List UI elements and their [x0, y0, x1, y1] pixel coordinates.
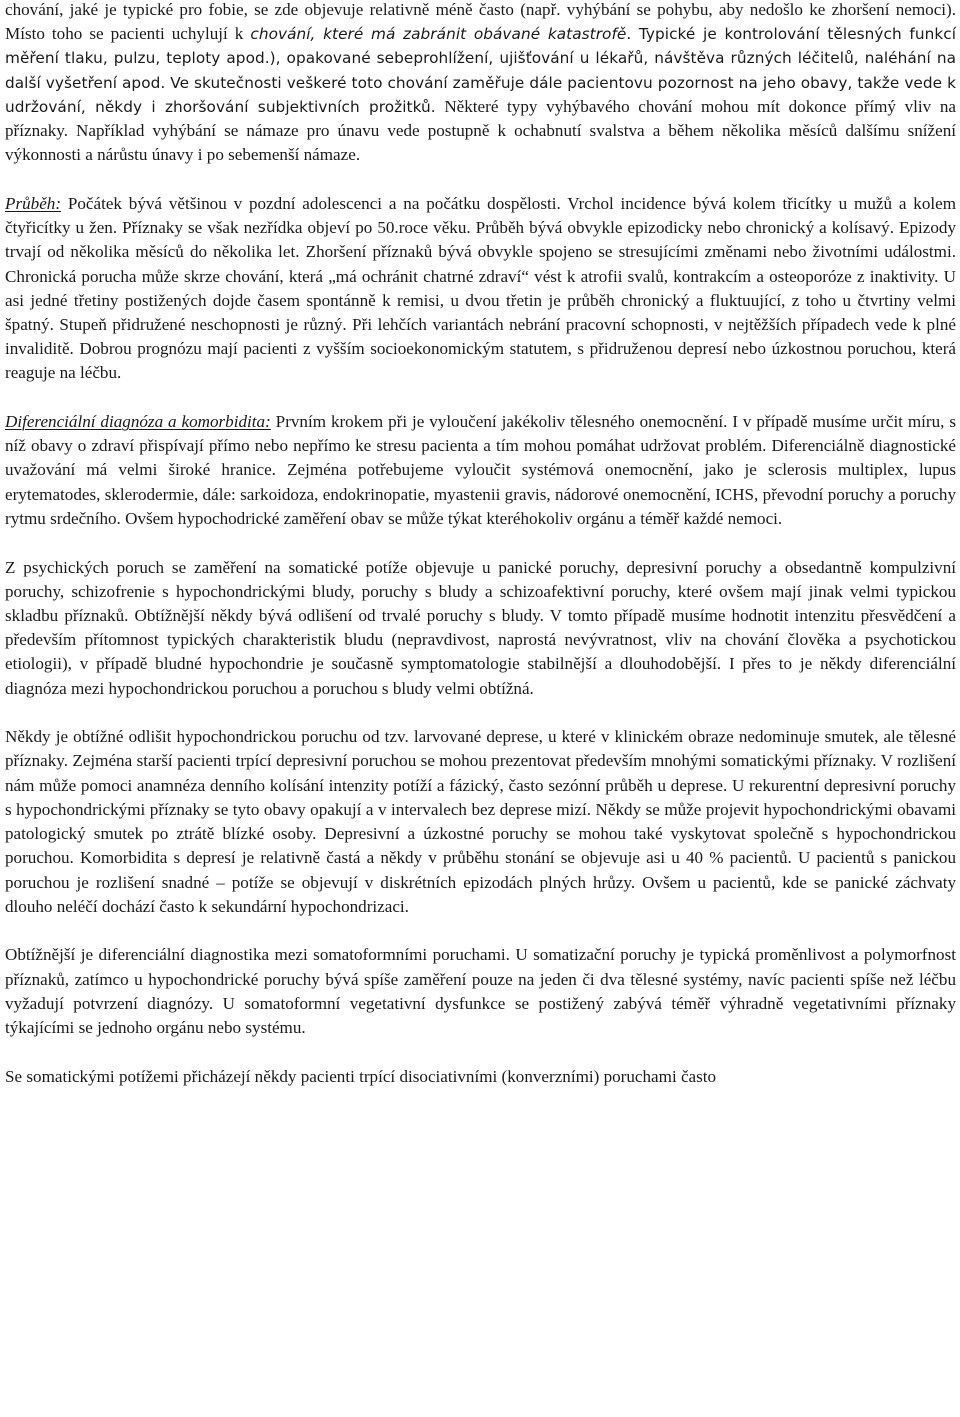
paragraph-behavior-text-1: chování, jaké je typické pro fobie, se zde objevuje relativně méně často (např. vyhýbání se pohybu, aby nedošlo ke zhoršení nemoci). Místo toho se pacienti uchylují k	[5, 0, 956, 44]
paragraph-psychic-disorders: Z psychických poruch se zaměření na somatické potíže objevuje u panické poruchy, depresivní poruchy a obsedantně kompulzivní poruchy, schizofrenie s hypochondrickými bludy, poruchy s bludy a schizoafektivní poruchy, které ovšem mají jinak velmi typickou skladbu příznaků. Obtížnější někdy bývá odlišení od trvalé poruchy s bludy. V tomto případě musíme hodnotit intenzitu přesvědčení a především přítomnost typických charakteristik bludu (nepravdivost, naprostá nevývratnost, vliv na chování člověka a psychotickou etiologii), v případě bludné hypochondrie je současně symptomatologie stabilnější a dlouhodobější. I přes to je někdy diferenciální diagnóza mezi hypochondrickou poruchou a poruchou s bludy velmi obtížná.	[5, 557, 956, 698]
paragraph-behavior-text-3: Některé typy vyhýbavého chování mohou mít dokonce přímý vliv na příznaky. Například vyhýbání se námaze pro únavu vede postupně k ochabnutí svalstva a během několika měsíců dalšímu snížení výkonnosti a nárůstu únavy i po sebemenší námaze.	[5, 96, 956, 165]
paragraph-dissociative: Se somatickými potížemi přicházejí někdy pacienti trpící disociativními (konverzními) poruchami často	[5, 1066, 717, 1086]
paragraph-course	[5, 192, 956, 386]
paragraph-differential-diagnosis-text: Prvním krokem při je vyloučení jakékoliv tělesného onemocnění. I v případě musíme určit míru, s níž obavy o zdraví přispívají přímo nebo nepřímo ke stresu pacienta a tím mohou pomáhat udržovat problém. Diferenciálně diagnostické uvažování má velmi široké hranice. Zejména potřebujeme vyloučit systémová onemocnění, jako je sclerosis multiplex, lupus erytematodes, sklerodermie, dále: sarkoidoza, endokrinopatie, myastenii gravis, nádorové onemocnění, ICHS, převodní poruchy a poruchy rytmu srdečního. Ovšem hypochodrické zaměření obav se může týkat kteréhokoliv orgánu a téměř každé nemoci.	[5, 412, 956, 528]
paragraph-differential-diagnosis	[5, 410, 956, 531]
paragraph-behavior-text-2: . Typické je kontrolování tělesných funkcí měření tlaku, pulzu, teploty apod.), opakované sebeprohlížení, ujišťování u lékařů, návštěva různých léčitelů, naléhání na další vyšetření apod. Ve skutečnosti veškeré toto chování zaměřuje dále pacientovu pozornost na jeho obavy, takže vede k udržování, někdy i zhoršování subjektivních prožitků.	[5, 25, 956, 116]
paragraph-somatoform: Obtížnější je diferenciální diagnostika mezi somatoformními poruchami. U somatizační poruchy je typická proměnlivost a polymorfnost příznaků, zatímco u hypochondrické poruchy bývá spíše zaměření pouze na jeden či dva tělesné systémy, navíc pacienti spíše než léčbu vyžadují potvrzení diagnózy. U somatoformní vegetativní dysfunkce se postižený zabývá téměř výhradně vegetativními příznaky týkajícími se jednoho orgánu nebo systému.	[5, 945, 956, 1038]
section-heading-course: Průběh:	[5, 193, 62, 213]
emphasis-text: chování, které má zabránit obávané katastrofě	[250, 25, 627, 44]
paragraph-behavior	[5, 0, 956, 167]
paragraph-larvate-depression: Někdy je obtížné odlišit hypochondrickou poruchu od tzv. larvované deprese, u které v klinickém obraze nedominuje smutek, ale tělesné příznaky. Zejména starší pacienti trpící depresivní poruchou se mohou prezentovat především mnohými somatickými příznaky. V rozlišení nám může pomoci anamnéza denního kolísání intenzity potíží a fázický, často sezónní průběh u deprese. U rekurentní depresivní poruchy s hypochondrickými příznaky se tyto obavy opakují a v intervalech bez deprese mizí. Někdy se může projevit hypochondrickými obavami patologický smutek po ztrátě blízké osoby. Depresivní a úzkostné poruchy se mohou také vyskytovat společně s hypochondrickou poruchou. Komorbidita s depresí je relativně častá a někdy v průběhu stonání se objevuje asi u 40 % pacientů. U pacientů s panickou poruchou je rozlišení snadné – potíže se objevují v diskrétních epizodách plných hrůzy. Ovšem u pacientů, kde se panické záchvaty dlouho neléčí dochází často k sekundární hypochondrizaci.	[5, 727, 956, 916]
paragraph-course-text: Počátek bývá většinou v pozdní adolescenci a na počátku dospělosti. Vrchol incidence bývá kolem třicítky u mužů a kolem čtyřicítky u žen. Příznaky se však nezřídka objeví po 50.roce věku. Průběh bývá obvykle epizodicky nebo chronický a kolísavý. Epizody trvají od několika měsíců do několika let. Zhoršení příznaků bývá obvykle spojeno se stresujícími změnami nebo životními událostmi. Chronická porucha může skrze chování, která „má ochránit chatrné zdraví“ vést k atrofii svalů, kontrakcím a osteoporóze z inaktivity. U asi jedné třetiny postižených dojde časem spontánně k remisi, u dvou třetin je průběh chronický a fluktuující, z toho u čtvrtiny velmi špatný. Stupeň přidružené neschopnosti je různý. Při lehčích variantách nebrání pracovní schopnosti, v nejtěžších případech vede k plné invaliditě. Dobrou prognózu mají pacienti z vyšším socioekonomickým statutem, s přidruženou depresí nebo úzkostnou poruchou, která reaguje na léčbu.	[5, 193, 956, 383]
section-heading-differential-diagnosis: Diferenciální diagnóza a komorbidita:	[5, 412, 271, 432]
